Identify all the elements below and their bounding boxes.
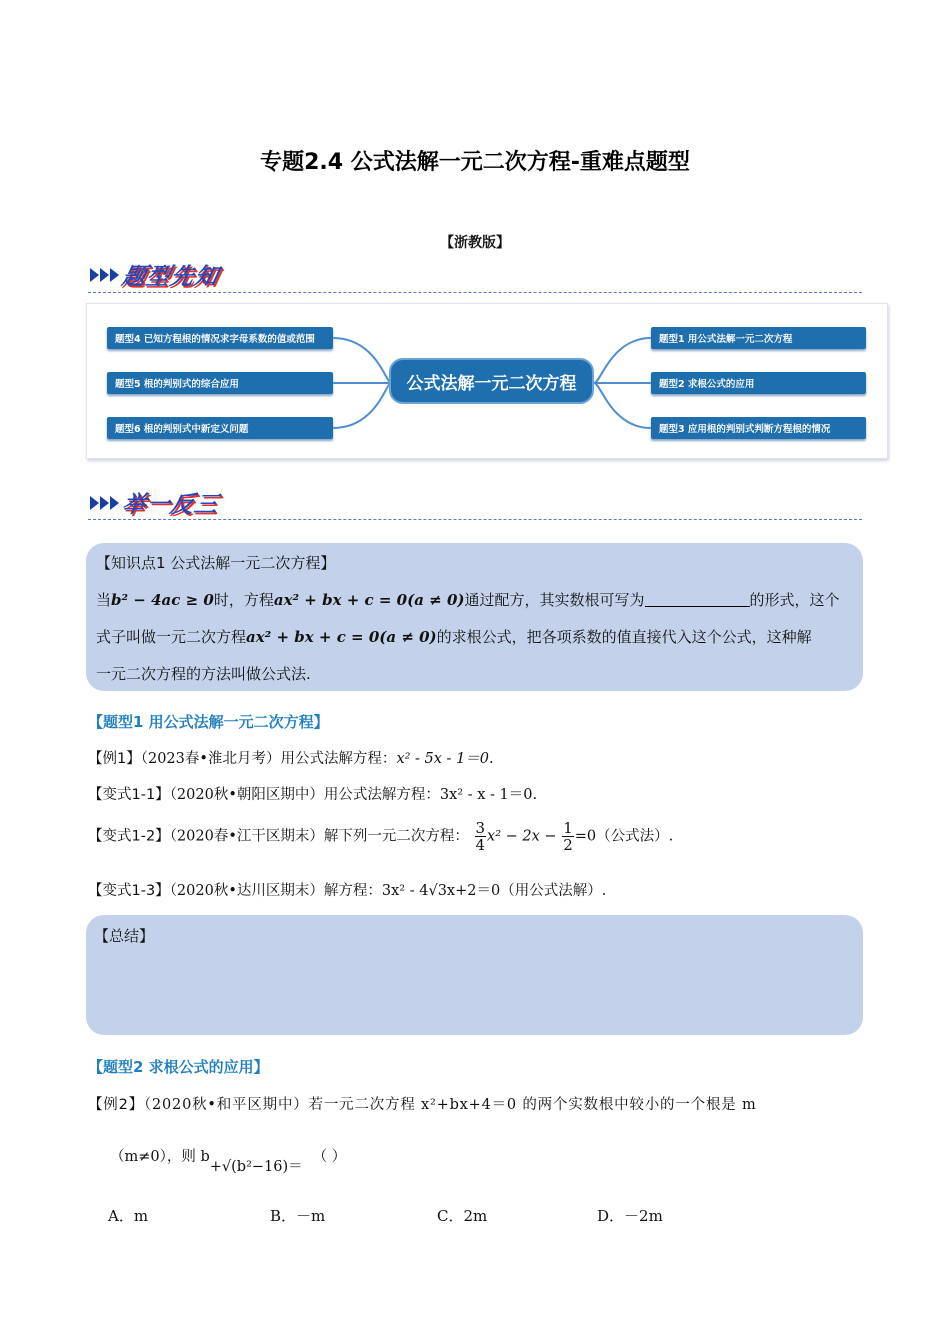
- mindmap-node-type2: 题型2 求根公式的应用: [651, 372, 866, 394]
- type1-heading: 【题型1 用公式法解一元二次方程】: [88, 713, 329, 731]
- variant-1-2: 【变式1-2】（2020春•江干区期末）解下列一元二次方程： $\frac{3}{4}$ x² − 2x − $\frac{1}{2}$ =0（公式法）.: [88, 819, 674, 854]
- page-title: 专题2.4 公式法解一元二次方程-重难点题型: [260, 150, 690, 175]
- example1: 【例1】（2023春•淮北月考）用公式法解方程：x² - 5x - 1＝0.: [88, 751, 494, 767]
- option-a[interactable]: A．m: [108, 1207, 149, 1225]
- section-divider: [88, 292, 862, 293]
- section-overview-title: 题型先知: [119, 264, 222, 290]
- section-practice-title: 举一反三: [119, 492, 222, 518]
- mindmap-node-type4: 题型4 已知方程根的情况求字母系数的值或范围: [107, 327, 333, 349]
- mindmap-node-type6: 题型6 根的判别式中新定义问题: [107, 417, 333, 439]
- mindmap-node-type5: 题型5 根的判别式的综合应用: [107, 372, 333, 394]
- variant-1-1: 【变式1-1】（2020秋•朝阳区期中）用公式法解方程：3x² - x - 1＝0.: [88, 787, 538, 803]
- variant-1-3: 【变式1-3】（2020秋•达川区期末）解方程：3x² - 4√3x+2＝0（用公式法解）.: [88, 883, 607, 899]
- knowledge-line-3: 一元二次方程的方法叫做公式法.: [96, 665, 311, 683]
- knowledge-title: 【知识点1 公式法解一元二次方程】: [96, 554, 336, 572]
- section-practice-header: [90, 486, 222, 519]
- section-divider: [88, 519, 862, 520]
- fraction-one-half: $\frac{1}{2}$: [563, 819, 573, 854]
- option-c[interactable]: C．2m: [437, 1207, 488, 1225]
- example2: 【例2】（2020秋•和平区期中）若一元二次方程 x²+bx+4＝0 的两个实数根中较小的一个根是 m: [88, 1097, 757, 1113]
- summary-label: 【总结】: [94, 927, 155, 945]
- mindmap-center: 公式法解一元二次方程: [389, 358, 594, 404]
- answer-blank[interactable]: [645, 592, 750, 607]
- mindmap-node-type3: 题型3 应用根的判别式判断方程根的情况: [651, 417, 866, 439]
- mindmap-node-type1: 题型1 用公式法解一元二次方程: [651, 327, 866, 349]
- edition-label: 【浙教版】: [440, 235, 510, 251]
- type2-heading: 【题型2 求根公式的应用】: [88, 1058, 269, 1076]
- example2-line2: （m≠0），则 b+√(b²−16)＝（ ）: [110, 1149, 347, 1175]
- knowledge-line-2: 式子叫做一元二次方程ax² + bx + c = 0(a ≠ 0)的求根公式，把各项系数的值直接代入这个公式，这种解: [96, 628, 812, 646]
- option-d[interactable]: D．－2m: [597, 1207, 663, 1225]
- fraction-three-quarters: $\frac{3}{4}$: [475, 819, 486, 854]
- option-b[interactable]: B．－m: [270, 1207, 326, 1225]
- summary-box[interactable]: [86, 915, 863, 1035]
- triple-arrow-icon: [90, 268, 119, 282]
- section-overview-header: [90, 258, 222, 291]
- knowledge-line-1: 当b² − 4ac ≥ 0时，方程ax² + bx + c = 0(a ≠ 0)通过配方，其实数根可写为 的形式，这个: [96, 591, 840, 609]
- triple-arrow-icon: [90, 496, 119, 510]
